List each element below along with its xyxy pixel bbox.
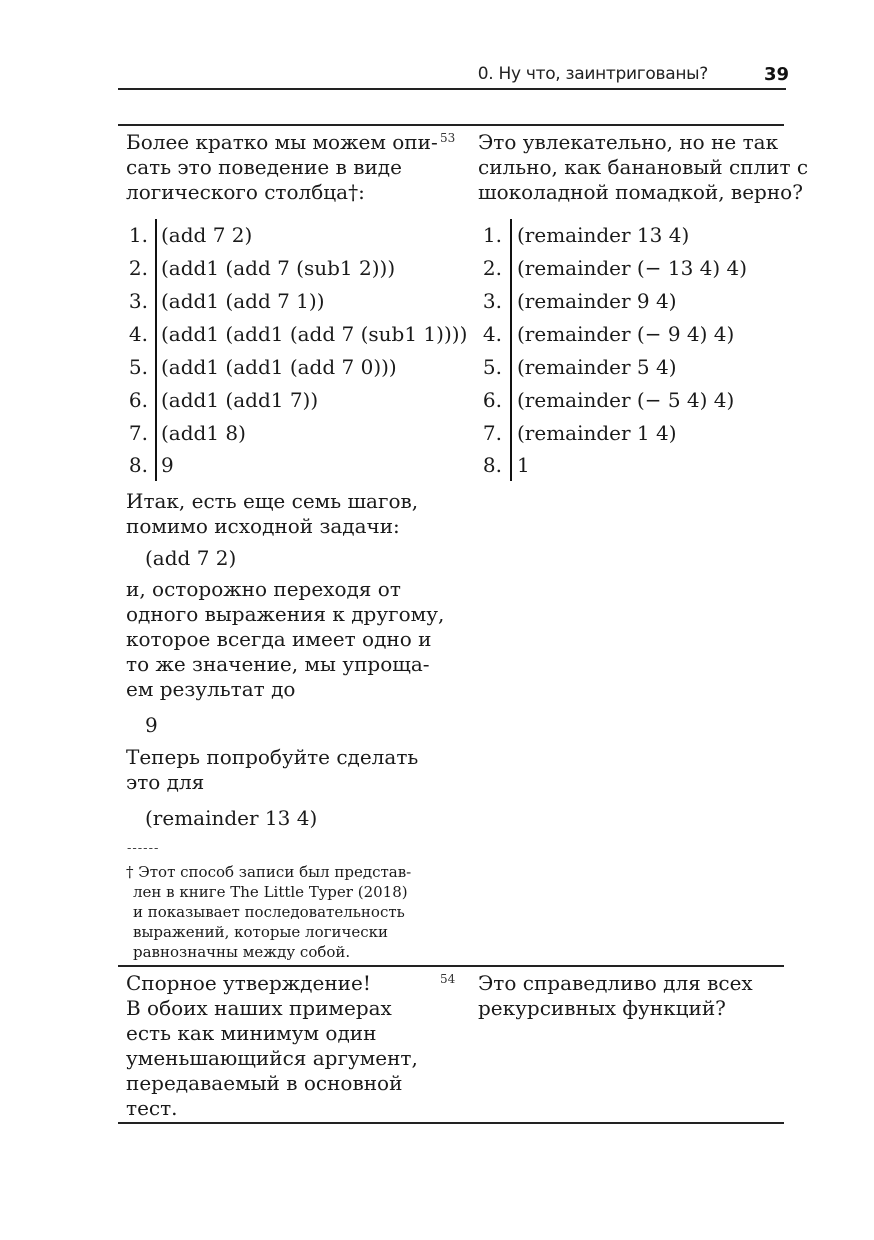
frame-53-left-text-3: [126, 745, 418, 795]
frame-54-bottom-rule: [118, 1122, 784, 1124]
text-line: рекурсивных функций?: [478, 996, 726, 1020]
left-logic-column: 1. (add 7 2) 2. (add1 (add 7 (sub1 2))) 3. (add1 (add 7 1)) 4. (add1 (add1 (add 7 (sub1 1)))) 5. (add1 (add1 (add 7 0))) 6. (add1 (add1 7)) 7. (add1 8) 8. 9: [126, 219, 426, 481]
text-line: это для: [126, 770, 205, 794]
footnote: [126, 862, 411, 962]
footnote-line: и показывает последовательность: [133, 903, 405, 921]
text-line: которое всегда имеет одно и: [126, 627, 432, 651]
text-line: тест.: [126, 1096, 178, 1120]
text-line: Это увлекательно, но не так: [478, 130, 779, 154]
footnote-line: лен в книге The Little Typer (2018): [133, 883, 408, 901]
text-line: есть как минимум один: [126, 1021, 377, 1045]
frame-53-left-intro: [126, 130, 438, 205]
text-line: Итак, есть еще семь шагов,: [126, 489, 419, 513]
text-line: В обоих наших примерах: [126, 996, 392, 1020]
right-logic-column: 1. (remainder 13 4) 2. (remainder (− 13 4) 4) 3. (remainder 9 4) 4. (remainder (− 9 4) 4) 5. (remainder 5 4) 6. (remainder (− 5 4) 4) 7. (remainder 1 4) 8. 1: [478, 219, 778, 481]
text-line: сать это поведение в виде: [126, 155, 402, 179]
text-line: Теперь попробуйте сделать: [126, 745, 419, 769]
frame-number-53: 53: [440, 131, 456, 145]
running-header-title: 0. Ну что, заинтригованы?: [477, 64, 708, 84]
text-line: Спорное утверждение!: [126, 971, 371, 995]
footnote-line: выражений, которые логически: [133, 923, 389, 941]
text-line: Более кратко мы можем опи-: [126, 130, 438, 154]
frame-53-left-text-2: [126, 577, 444, 702]
text-line: помимо исходной задачи:: [126, 514, 400, 538]
text-line: передаваемый в основной: [126, 1071, 403, 1095]
frame-53-top-rule: [118, 124, 784, 126]
header-rule: [118, 88, 786, 90]
text-line: шоколадной помадкой, верно?: [478, 180, 803, 204]
frame-number-54: 54: [440, 972, 456, 986]
frame-54-top-rule: [118, 965, 784, 967]
frame-54-right-text: [478, 971, 753, 1021]
footnote-line: равнозначны между собой.: [133, 943, 351, 961]
footnote-line: † Этот способ записи был представ-: [126, 863, 412, 881]
page-number: 39: [764, 64, 790, 85]
frame-53-left-text-1: [126, 489, 418, 539]
code-expression: (add 7 2): [145, 546, 237, 570]
text-line: одного выражения к другому,: [126, 602, 445, 626]
frame-53-right-intro: [478, 130, 808, 205]
text-line: и, осторожно переходя от: [126, 577, 401, 601]
right-logic-column-divider: [510, 219, 512, 481]
text-line: уменьшающийся аргумент,: [126, 1046, 418, 1070]
frame-54-left-text: [126, 971, 418, 1121]
code-expression: 9: [145, 713, 158, 737]
code-expression: (remainder 13 4): [145, 806, 318, 830]
text-line: Это справедливо для всех: [478, 971, 753, 995]
footnote-separator: ------: [127, 841, 160, 856]
text-line: то же значение, мы упроща-: [126, 652, 430, 676]
text-line: ем результат до: [126, 677, 296, 701]
left-logic-column-divider: [155, 219, 157, 481]
text-line: логического столбца†:: [126, 180, 365, 204]
text-line: сильно, как банановый сплит с: [478, 155, 809, 179]
